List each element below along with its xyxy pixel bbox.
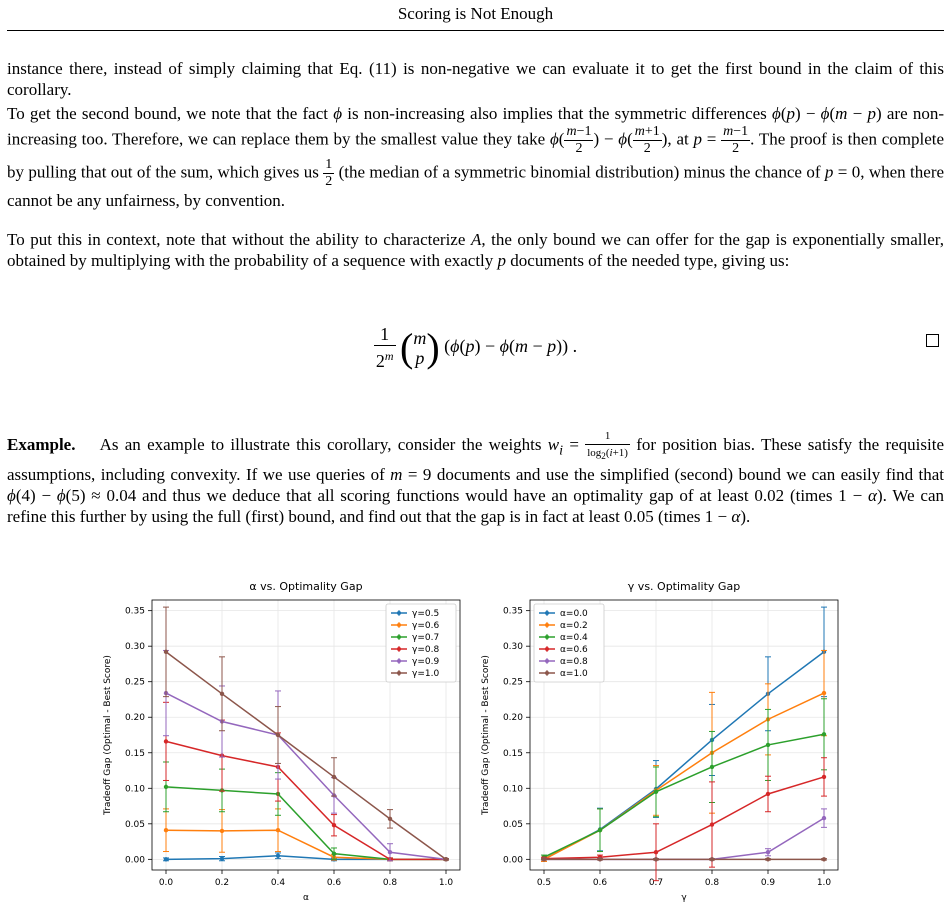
data-point: [766, 850, 770, 854]
paragraph-3: To put this in context, note that without the ability to characterize A, the only bound we can offer for the gap is exponentially smaller, obtained by multiplying with the probability of a sequence with exactly p documents of the needed type, giving us:: [7, 230, 945, 270]
page-header-title: Scoring is Not Enough: [397, 4, 554, 23]
x-tick-label: 1.0: [438, 878, 454, 888]
data-point: [164, 785, 168, 789]
data-point: [332, 823, 336, 827]
data-point: [164, 828, 168, 832]
legend-marker: [545, 635, 549, 639]
legend-marker: [545, 659, 549, 663]
y-tick-label: 0.30: [502, 642, 523, 653]
legend-marker: [397, 671, 401, 675]
y-axis-label: Tradeoff Gap (Optimal - Best Score): [103, 655, 113, 815]
y-tick-label: 0.10: [124, 784, 145, 795]
series-α=0.4: [541, 699, 827, 860]
data-point: [598, 857, 602, 861]
data-point: [388, 817, 392, 821]
data-point: [822, 775, 826, 779]
data-point: [164, 739, 168, 743]
x-tick-label: 0.8: [382, 878, 398, 888]
data-point: [332, 775, 336, 779]
data-point: [654, 857, 658, 861]
legend-entry: α=0.8: [560, 657, 588, 667]
data-point: [710, 822, 714, 826]
series-line: [166, 830, 446, 859]
data-point: [822, 816, 826, 820]
legend-marker: [397, 659, 401, 663]
example-paragraph: Example. As an example to illustrate this corollary, consider the weights $w_i$ = $\frac{1}{\log_2(i+1)}$ for position bias. These satisfy the requisite assumptions, including convexity. If we use queries of m = 9 documents and use the simplified (second) bound we can easily find that ϕ(4) − ϕ(5) ≈ 0.04 and thus we deduce that all scoring functions would have an optimality gap of at least 0.02 (times 1 − α). We can refine this further by using the full (first) bound, and find out that the gap is in fact at least 0.05 (times 1 − α).: [7, 430, 945, 527]
legend-entry: α=0.2: [560, 621, 588, 631]
data-point: [276, 854, 280, 858]
x-axis-label: α: [303, 893, 309, 903]
series-line: [166, 693, 446, 859]
x-tick-label: 0.4: [270, 878, 286, 888]
legend-entry: γ=0.8: [412, 645, 440, 655]
legend-marker: [397, 635, 401, 639]
data-point: [276, 828, 280, 832]
legend-marker: [545, 623, 549, 627]
legend-marker: [397, 647, 401, 651]
chart-title: α vs. Optimality Gap: [249, 580, 363, 593]
data-point: [654, 790, 658, 794]
x-tick-label: 1.0: [816, 878, 832, 888]
alpha-gap-chart: [100, 576, 475, 914]
legend-entry: γ=1.0: [412, 669, 440, 679]
data-point: [220, 829, 224, 833]
paragraph-2: To get the second bound, we note that the fact ϕ is non-increasing also implies that the symmetric differences ϕ(p) − ϕ(m − p) are non-increasing too. Therefore, we can replace them by the smallest value they take ϕ( $\frac{m-1}{2}$ ) − ϕ( $\frac{m+1}{2}$ ), at p = $\frac{m-1}{2}$ . The proof is then complete by pulling that out of the sum, which gives us $\frac{1}{2}$ (the median of a symmetric binomial distribution) minus the chance of p = 0, when there cannot be any unfairness, by convention.: [7, 104, 945, 210]
y-tick-label: 0.35: [124, 606, 145, 617]
y-tick-label: 0.20: [124, 713, 145, 724]
data-point: [766, 857, 770, 861]
bound-equation: $\frac{1}{2^m}$ ( m p ) (ϕ(p) − ϕ(m − p)) .: [375, 324, 578, 371]
chart-title: γ vs. Optimality Gap: [627, 580, 741, 593]
x-tick-label: 0.8: [704, 878, 720, 888]
data-point: [598, 828, 602, 832]
data-point: [542, 857, 546, 861]
y-tick-label: 0.05: [124, 819, 145, 830]
gamma-gap-chart-svg: [478, 576, 853, 914]
series-γ=0.8: [163, 702, 449, 861]
data-point: [822, 732, 826, 736]
data-point: [220, 856, 224, 860]
series-line: [166, 741, 446, 859]
legend-entry: γ=0.6: [412, 621, 440, 631]
series-line: [544, 652, 824, 859]
y-tick-label: 0.10: [502, 784, 523, 795]
y-tick-label: 0.25: [502, 677, 523, 688]
x-tick-label: 0.2: [214, 878, 230, 888]
x-tick-label: 0.5: [536, 878, 552, 888]
legend-entry: α=0.0: [560, 609, 588, 619]
y-tick-label: 0.35: [502, 606, 523, 617]
legend-marker: [397, 623, 401, 627]
legend-entry: γ=0.9: [412, 657, 440, 667]
legend-marker: [545, 611, 549, 615]
legend-marker: [545, 671, 549, 675]
data-point: [220, 692, 224, 696]
header-rule: [7, 30, 944, 31]
legend-marker: [397, 611, 401, 615]
x-tick-label: 0.9: [760, 878, 776, 888]
data-point: [766, 792, 770, 796]
legend-entry: α=0.6: [560, 645, 588, 655]
series-α=0.8: [541, 809, 827, 862]
y-axis-label: Tradeoff Gap (Optimal - Best Score): [481, 655, 491, 815]
data-point: [444, 857, 448, 861]
y-tick-label: 0.25: [124, 677, 145, 688]
data-point: [710, 765, 714, 769]
data-point: [164, 650, 168, 654]
data-point: [654, 850, 658, 854]
data-point: [766, 743, 770, 747]
data-point: [388, 850, 392, 854]
data-point: [710, 857, 714, 861]
y-tick-label: 0.15: [124, 748, 145, 759]
y-tick-label: 0.05: [502, 819, 523, 830]
x-tick-label: 0.0: [158, 878, 174, 888]
data-point: [276, 733, 280, 737]
y-tick-label: 0.00: [124, 855, 145, 866]
legend-entry: γ=0.5: [412, 609, 440, 619]
series-line: [166, 787, 446, 859]
series-line: [544, 777, 824, 859]
qed-symbol: [926, 334, 939, 347]
x-tick-label: 0.7: [648, 878, 664, 888]
y-tick-label: 0.30: [124, 642, 145, 653]
gamma-gap-chart: [478, 576, 853, 914]
series-line: [544, 693, 824, 859]
data-point: [822, 691, 826, 695]
legend-entry: α=0.4: [560, 633, 588, 643]
paragraph-1: instance there, instead of simply claiming that Eq. (11) is non-negative we can evaluate it to get the first bound in the claim of this corollary.: [7, 59, 944, 99]
series-α=0.6: [541, 758, 827, 881]
y-tick-label: 0.15: [502, 748, 523, 759]
data-point: [332, 851, 336, 855]
series-line: [166, 652, 446, 859]
data-point: [822, 857, 826, 861]
x-tick-label: 0.6: [592, 878, 608, 888]
data-point: [164, 857, 168, 861]
example-label: Example.: [7, 435, 76, 454]
x-axis-label: γ: [681, 893, 687, 903]
x-tick-label: 0.6: [326, 878, 342, 888]
series-γ=0.7: [163, 762, 449, 862]
legend-marker: [545, 647, 549, 651]
y-tick-label: 0.00: [502, 855, 523, 866]
y-tick-label: 0.20: [502, 713, 523, 724]
alpha-gap-chart-svg: [100, 576, 475, 914]
legend-entry: α=1.0: [560, 669, 588, 679]
legend-entry: γ=0.7: [412, 633, 440, 643]
